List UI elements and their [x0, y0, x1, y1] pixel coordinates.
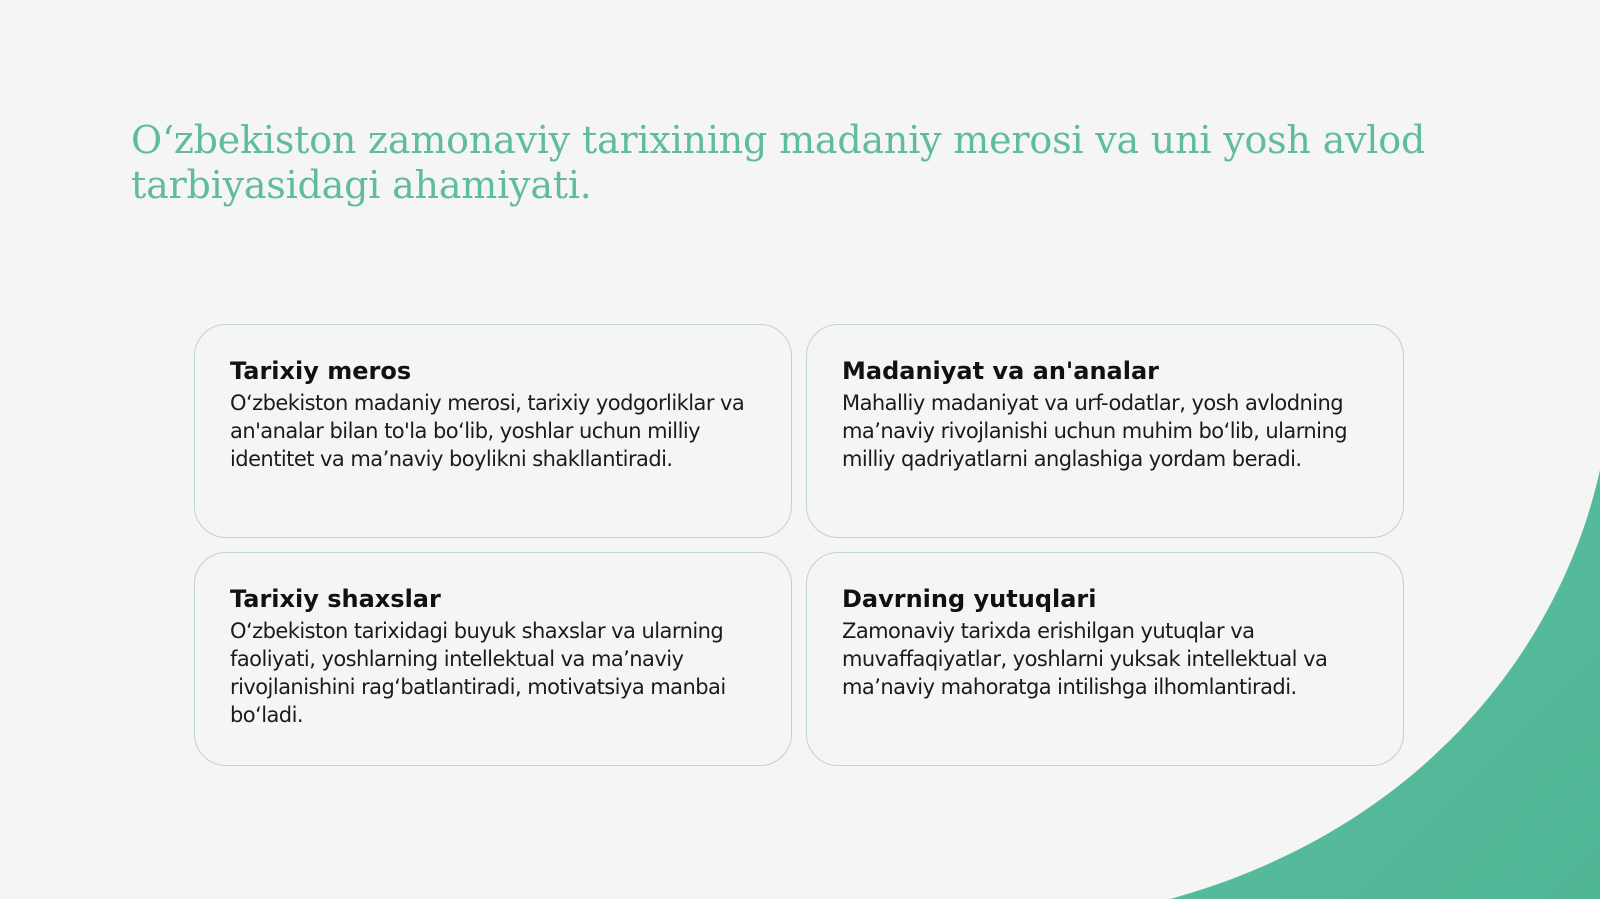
card-title: Davrning yutuqlari [842, 585, 1097, 613]
card-text: O‘zbekiston tarixidagi buyuk shaxslar va ularning faoliyati, yoshlarning intellektual va ma’naviy rivojlanishini rag‘batlantiradi, motivatsiya manbai bo‘ladi. [230, 619, 726, 727]
slide-title: O‘zbekiston zamonaviy tarixining madaniy merosi va uni yosh avlod tarbiyasidagi ahamiyati. [131, 118, 1426, 207]
card-title: Tarixiy shaxslar [230, 585, 441, 613]
card-title: Madaniyat va an'analar [842, 357, 1159, 385]
card-title: Tarixiy meros [230, 357, 412, 385]
card-davrning-yutuqlari [806, 552, 1404, 766]
card-text: Mahalliy madaniyat va urf-odatlar, yosh avlodning ma’naviy rivojlanishi uchun muhim bo‘lib, ularning milliy qadriyatlarni anglashiga yordam beradi. [842, 391, 1347, 471]
card-text: Zamonaviy tarixda erishilgan yutuqlar va muvaffaqiyatlar, yoshlarni yuksak intellektual va ma’naviy mahoratga intilishga ilhomlantiradi. [842, 619, 1328, 699]
card-madaniyat-va-ananalar [806, 324, 1404, 538]
card-tarixiy-meros [194, 324, 792, 538]
card-tarixiy-shaxslar [194, 552, 792, 766]
card-text: O‘zbekiston madaniy merosi, tarixiy yodgorliklar va an'analar bilan to'la bo‘lib, yoshlar uchun milliy identitet va ma’naviy boylikni shakllantiradi. [230, 391, 745, 471]
